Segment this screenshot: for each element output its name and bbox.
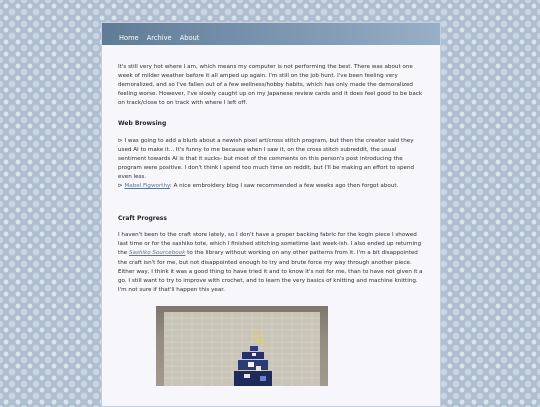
- web-browsing-list: [118, 137, 423, 192]
- sashiko-sourcebook-link[interactable]: Sashiko Sourcebook: [128, 250, 186, 257]
- web-browsing-heading: Web Browsing: [118, 120, 167, 128]
- bullet-icon: ⊳: [118, 137, 123, 144]
- nav-home-link[interactable]: Home: [119, 32, 139, 42]
- craft-paragraph: I haven't been to the craft store lately, so I don't have a proper backing fabric for the kogin piece I showed last time or for the sashiko tote, which I finished stitching sometime last week-ish. I also ended up returning the Sashiko Sourcebook to the library without working on any other patterns from it. I'm a bit disappointed the craft isn't for me, but not disappointed enough to try and brute force my way through another piece. Either way, I think it was a good thing to have tried it and to know it's not for me, than to have not given it a go. I still want to try to improve with crochet, and to learn the very basics of knitting and machine knitting. I'm not sure if that'll happen this year.: [118, 232, 423, 293]
- cross-stitch-photo: [156, 306, 328, 386]
- intro-paragraph: It's still very hot where I am, which means my computer is not performing the best. There was about one week of milder weather before it all amped up again. I'm still on the job hunt. I've been feeling very demoralized, and so I've fallen out of a few wellness/hobby habits, which has only made the demoralized feeling worse. However, I've slowly caught up on my Japanese review cards and it does feel good to be back on track/close to on track with where I left off.: [118, 64, 423, 107]
- nav-about-link[interactable]: About: [179, 32, 200, 42]
- craft-progress-heading: Craft Progress: [118, 215, 167, 223]
- site-header: [102, 23, 440, 45]
- list-item: ⊳ Mabel Figworthy: A nice embroidery blog I saw recommended a few weeks ago then forgot about.: [118, 183, 399, 190]
- list-item: ⊳ I was going to add a blurb about a newish pixel art/cross stitch program, but then the creator said they used AI to make it... It's funny to me because when I saw it, on the cross stitch subreddit, the usual sentiment towards AI is that it sucks- but most of the comments on this person's post introducing the program were positive. I don't think I spend too much time on reddit, but I'll be making an effort to spend even less.: [118, 137, 415, 180]
- blog-page: [101, 22, 441, 407]
- bullet-icon: ⊳: [118, 183, 123, 190]
- main-nav: [119, 25, 202, 44]
- post-content: [102, 63, 440, 386]
- cross-stitch-image: [156, 306, 328, 386]
- mabel-figworthy-link[interactable]: Mabel Figworthy: [124, 183, 170, 190]
- nav-archive-link[interactable]: Archive: [146, 32, 172, 42]
